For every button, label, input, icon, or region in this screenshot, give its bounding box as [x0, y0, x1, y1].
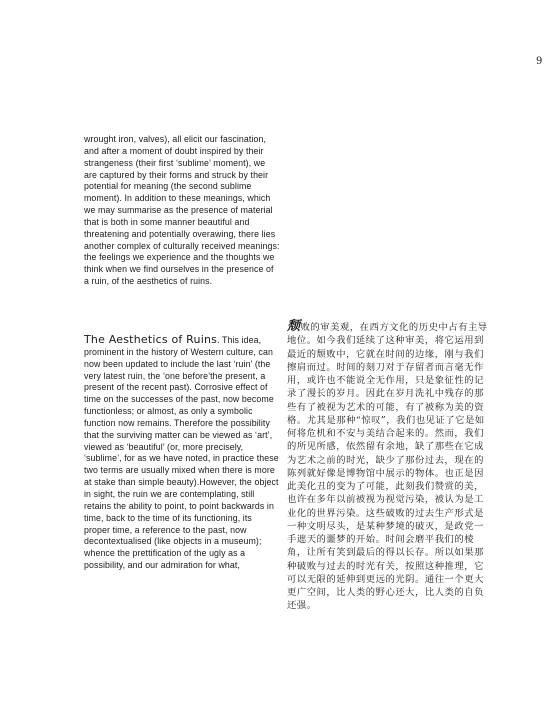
- intro-paragraph: wrought iron, valves), all elicit our fascination, and after a moment of doubt inspired by their strangeness (their first ‘sublime’ moment), we are captured by their forms and struck by their potential for meaning (the second sublime moment). In addition to these meanings, which we may summarise as the presence of material that is both in some manner beautiful and threatening and potentially overawing, there lies another complex of culturally received meanings: the feelings we experience and the thoughts we think when we find ourselves in the presence of a ruin, of the aesthetics of ruins.: [84, 134, 280, 287]
- page-number: 9: [536, 56, 543, 67]
- section-heading-period: .: [217, 335, 220, 345]
- section-heading: The Aesthetics of Ruins: [84, 333, 218, 346]
- section-body: This idea, prominent in the history of Western culture, can now been updated to include the last ‘ruin’ (the very latest ruin, the ‘one before’the present, a present of the recent past). Corrosive effect of time on the successes of the past, now become functionless; or almost, as only a symbolic function now remains. Therefore the possibility that the surviving matter can be viewed as ‘art’, viewed as ‘beautiful’ (or, more precisely, ‘sublime’, for as we have noted, in practice these two terms are usually mixed when there is more at stake than simple beauty).However, the object in sight, the ruin we are contemplating, still retains the ability to point, to point backwards in time, back to the time of its functioning, its proper time, a reference to the past, now decontextualised (like objects in a museum); whence the prettification of the ugly as a possibility, and our admiration for what,: [84, 335, 279, 571]
- chinese-paragraph: [287, 320, 492, 613]
- chinese-body: 败的审美观，在西方文化的历史中占有主导地位。如今我们延续了这种审美，将它运用到最近的颓败中，它就在时间的边缘，刚与我们擦肩而过。时间的刻刀对于存留者而言毫无作用，或许也不能说全无作用，只是象征性的记录了漫长的岁月。因此在岁月洗礼中残存的那些有了被视为艺术的可能，有了被称为美的资格。尤其是那种“惊叹”，我们也见证了它是如何将危机和不安与美结合起来的。然而，我们的所见所感，依然留有余地，缺了那些在它成为艺术之前的时光，缺少了那份过去，现在的陈列就好像是博物馆中展示的物体。也正是因此美化丑的变为了可能，此刻我们赞赏的美，也许在多年以前被视为视觉污染，被认为是工业化的世界污染。这些破败的过去生产形式是一种文明尽头，是某种梦境的破灭，是政党一手遮天的噩梦的开始。时间会磨平我们的棱角，让所有笑到最后的得以长存。所以如果那种破败与过去的时光有关，按照这种推理，它可以无限的延伸到更远的光阴。通往一个更大更广空间，比人类的野心还大，比人类的自负还强。: [287, 322, 488, 612]
- chinese-first-character: 颓: [287, 319, 301, 334]
- aesthetics-of-ruins-paragraph: [84, 334, 280, 572]
